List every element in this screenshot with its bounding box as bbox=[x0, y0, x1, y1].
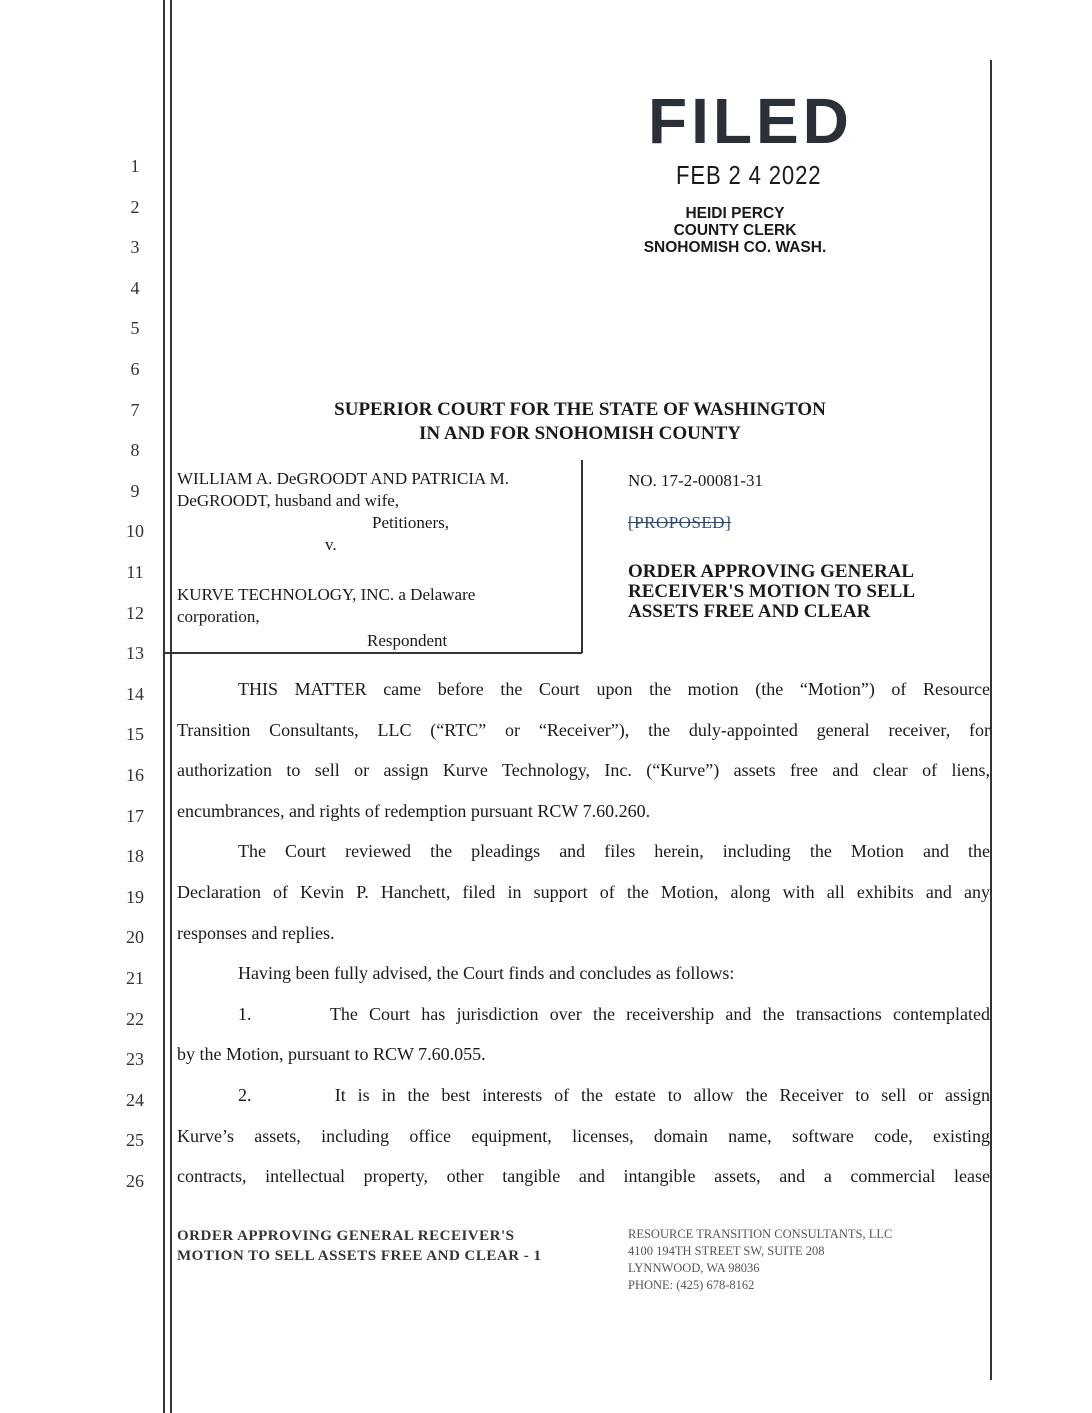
body-line: Transition Consultants, LLC (“RTC” or “Receiver”), the duly-appointed general receiver, for bbox=[177, 719, 990, 740]
title-line: ORDER APPROVING GENERAL bbox=[628, 561, 915, 582]
body-line: responses and replies. bbox=[177, 922, 335, 943]
line-number: 6 bbox=[130, 359, 140, 379]
filed-stamp: FILED bbox=[648, 85, 853, 157]
line-number: 23 bbox=[126, 1049, 144, 1070]
document-title bbox=[628, 562, 915, 622]
body-line: Declaration of Kevin P. Hanchett, filed in support of the Motion, along with all exhibits and any bbox=[177, 882, 990, 902]
petitioners-line: DeGROODT, husband and wife, bbox=[177, 491, 400, 510]
clerk-title: COUNTY CLERK bbox=[673, 222, 797, 239]
footer-title-line: MOTION TO SELL ASSETS FREE AND CLEAR - 1 bbox=[177, 1248, 542, 1264]
line-number: 1 bbox=[130, 156, 140, 176]
court-county: IN AND FOR SNOHOMISH COUNTY bbox=[419, 423, 741, 444]
caption-rule-bottom bbox=[165, 652, 582, 654]
line-number: 22 bbox=[126, 1008, 144, 1029]
line-number: 2 bbox=[130, 196, 140, 217]
line-number: 21 bbox=[126, 968, 144, 988]
body-line: 2. It is in the best interests of the estate to allow the Receiver to sell or assign bbox=[238, 1085, 990, 1105]
line-number: 7 bbox=[130, 399, 140, 420]
footer-title bbox=[177, 1226, 542, 1266]
margin-rule-right bbox=[990, 60, 992, 1380]
body-line: contracts, intellectual property, other tangible and intangible assets, and a commercial lease bbox=[177, 1166, 990, 1187]
line-number: 12 bbox=[126, 602, 144, 623]
body-line: THIS MATTER came before the Court upon the motion (the “Motion”) of Resource bbox=[238, 679, 990, 699]
line-number: 11 bbox=[126, 562, 144, 582]
petitioners-label: Petitioners, bbox=[372, 513, 449, 532]
court-name: SUPERIOR COURT FOR THE STATE OF WASHINGTON bbox=[334, 399, 826, 420]
line-number: 24 bbox=[126, 1089, 144, 1110]
body-line: Kurve’s assets, including office equipment, licenses, domain name, software code, existing bbox=[177, 1125, 990, 1146]
line-number: 9 bbox=[130, 480, 140, 501]
firm-address: 4100 194TH STREET SW, SUITE 208 bbox=[628, 1244, 825, 1258]
body-line: by the Motion, pursuant to RCW 7.60.055. bbox=[177, 1044, 486, 1065]
line-number: 4 bbox=[130, 277, 140, 298]
line-number: 15 bbox=[126, 724, 144, 745]
case-number: NO. 17-2-00081-31 bbox=[628, 471, 764, 490]
court-heading bbox=[170, 398, 990, 446]
line-number: 10 bbox=[126, 521, 144, 542]
firm-city: LYNNWOOD, WA 98036 bbox=[628, 1261, 760, 1275]
firm-phone: PHONE: (425) 678-8162 bbox=[628, 1278, 755, 1292]
title-line: ASSETS FREE AND CLEAR bbox=[628, 601, 871, 622]
footer-firm-block bbox=[628, 1226, 892, 1294]
proposed-struck: [PROPOSED] bbox=[628, 513, 732, 532]
clerk-stamp bbox=[620, 205, 850, 256]
line-number: 8 bbox=[130, 440, 140, 461]
respondent bbox=[177, 584, 475, 652]
petitioners bbox=[177, 468, 509, 556]
respondent-line: corporation, bbox=[177, 607, 260, 626]
line-number: 5 bbox=[130, 318, 140, 339]
line-number: 20 bbox=[126, 927, 144, 948]
caption-rule-vertical bbox=[581, 460, 583, 653]
line-number: 25 bbox=[126, 1130, 144, 1151]
line-number: 26 bbox=[126, 1171, 144, 1191]
body-line: The Court reviewed the pleadings and files herein, including the Motion and the bbox=[238, 841, 990, 862]
line-number: 16 bbox=[126, 765, 144, 785]
body-line: 1. The Court has jurisdiction over the receivership and the transactions contemplated bbox=[238, 1003, 990, 1024]
body-line: encumbrances, and rights of redemption pursuant RCW 7.60.260. bbox=[177, 800, 651, 821]
line-number: 17 bbox=[126, 805, 144, 826]
clerk-name: HEIDI PERCY bbox=[685, 205, 785, 222]
versus: v. bbox=[325, 535, 337, 554]
filed-date: FEB 2 4 2022 bbox=[676, 160, 822, 190]
body-line: Having been fully advised, the Court finds and concludes as follows: bbox=[238, 963, 735, 984]
line-number: 18 bbox=[126, 846, 144, 867]
line-number: 14 bbox=[126, 683, 144, 704]
respondent-line: KURVE TECHNOLOGY, INC. a Delaware bbox=[177, 585, 476, 604]
margin-rule-left-outer bbox=[163, 0, 165, 1413]
petitioners-line: WILLIAM A. DeGROODT AND PATRICIA M. bbox=[177, 469, 509, 488]
clerk-county: SNOHOMISH CO. WASH. bbox=[643, 239, 827, 256]
footer-title-line: ORDER APPROVING GENERAL RECEIVER'S bbox=[177, 1228, 515, 1244]
margin-rule-left-inner bbox=[170, 0, 172, 1413]
firm-name: RESOURCE TRANSITION CONSULTANTS, LLC bbox=[628, 1227, 893, 1241]
line-number: 3 bbox=[130, 237, 140, 258]
line-number: 19 bbox=[126, 886, 144, 907]
title-line: RECEIVER'S MOTION TO SELL bbox=[628, 581, 916, 602]
respondent-label: Respondent bbox=[367, 631, 448, 650]
line-number: 13 bbox=[126, 643, 144, 664]
body-line: authorization to sell or assign Kurve Technology, Inc. (“Kurve”) assets free and clear of liens, bbox=[177, 760, 990, 781]
